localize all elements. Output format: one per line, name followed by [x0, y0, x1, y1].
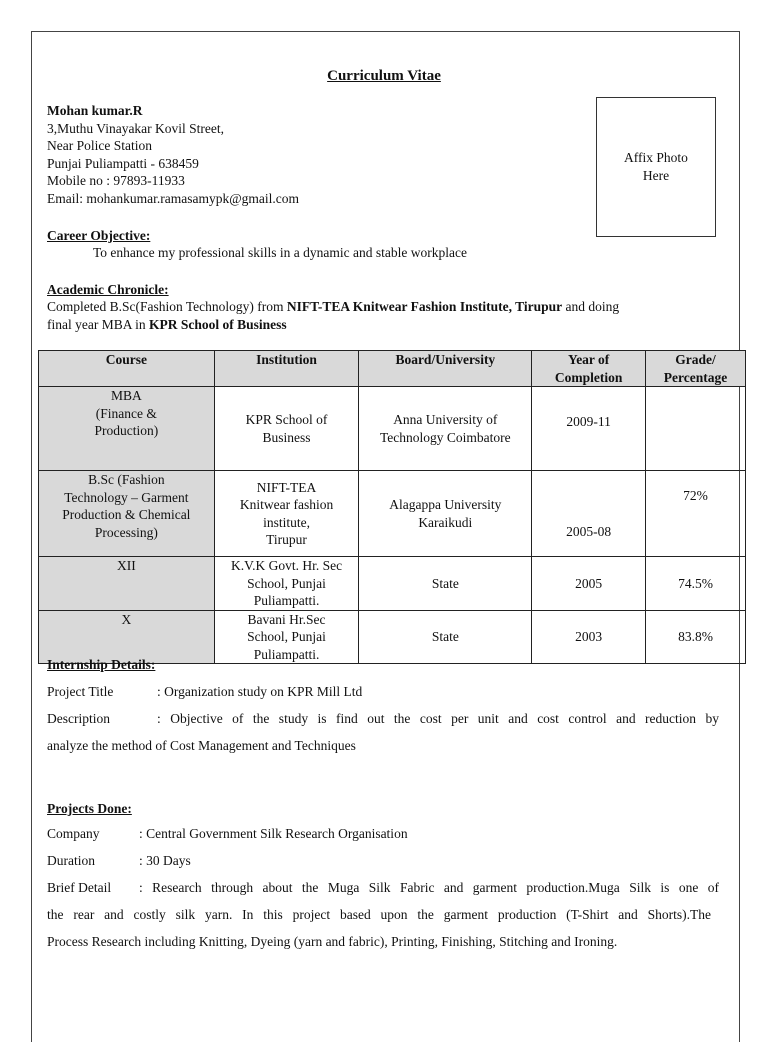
company-line	[47, 820, 719, 847]
career-objective-heading: Career Objective:	[47, 228, 151, 243]
cell-line: Business	[262, 429, 311, 445]
table-row	[39, 471, 746, 557]
academic-text: final year MBA in	[47, 317, 149, 332]
cell-line: Karaikudi	[418, 514, 473, 530]
contact-block	[47, 102, 299, 208]
cell-course	[39, 610, 215, 664]
cell-line: Tirupur	[266, 532, 307, 547]
academic-line-2	[47, 317, 287, 333]
cell-line: institute,	[263, 514, 310, 530]
email-address: Email: mohankumar.ramasamypk@gmail.com	[47, 190, 299, 206]
header-grade-line: Grade/	[675, 352, 716, 367]
academic-text: and doing	[562, 299, 620, 314]
cell-line: X	[121, 611, 132, 627]
description-value: : Objective of the study is find out the cost per unit and cost control and reduction by	[157, 711, 719, 726]
photo-label-2: Here	[642, 168, 670, 183]
brief-value: : Research through about the Muga Silk Fabric and garment production.Muga Silk is one of	[139, 880, 719, 895]
header-year-line: Completion	[554, 369, 623, 385]
academic-line-1	[47, 299, 619, 315]
project-title-value: : Organization study on KPR Mill Ltd	[157, 684, 363, 699]
photo-placeholder	[596, 97, 716, 237]
brief-continued-1: the rear and costly silk yarn. In this project based upon the garment production (T-Shirt and Shorts).The	[47, 907, 711, 922]
cell-line: Anna University of	[393, 412, 498, 427]
page-title: Curriculum Vitae	[327, 68, 441, 84]
cell-line: Technology – Garment	[64, 489, 189, 505]
academic-text: Completed B.Sc(Fashion Technology) from	[47, 299, 287, 314]
cell-line: B.Sc (Fashion	[88, 472, 165, 487]
duration-value: : 30 Days	[139, 853, 191, 868]
cell-course	[39, 557, 215, 611]
internship-desc-line	[47, 705, 719, 732]
cell-line: Bavani Hr.Sec	[247, 611, 326, 627]
duration-line	[47, 847, 719, 874]
internship-title-line	[47, 678, 719, 705]
cell-line: MBA	[110, 388, 142, 403]
company-value: : Central Government Silk Research Organisation	[139, 826, 408, 841]
cell-line: Puliampatti.	[253, 646, 320, 662]
cell-grade: 72%	[646, 471, 746, 557]
cell-line: Technology Coimbatore	[379, 429, 511, 445]
header-grade	[646, 351, 746, 387]
contact-name: Mohan kumar.R	[47, 103, 143, 118]
header-year-line: Year of	[567, 352, 610, 367]
mobile-number: Mobile no : 97893-11933	[47, 173, 185, 189]
cell-line: XII	[116, 558, 136, 573]
description-label: Description	[47, 711, 110, 726]
cell-institution	[214, 387, 359, 471]
projects-heading: Projects Done:	[47, 801, 132, 816]
cell-board	[359, 610, 532, 664]
cell-year: 2005	[532, 557, 646, 611]
brief-label: Brief Detail	[47, 880, 112, 895]
cell-grade: 74.5%	[646, 557, 746, 611]
photo-label-1: Affix Photo	[624, 150, 688, 165]
brief-continued-2: Process Research including Knitting, Dyeing (yarn and fabric), Printing, Finishing, Stitching and Ironing.	[47, 934, 618, 949]
project-title-label: Project Title	[47, 684, 114, 699]
cell-course	[39, 471, 215, 557]
cell-year: 2005-08	[532, 471, 646, 557]
cell-institution	[214, 471, 359, 557]
cell-line: School, Punjai	[247, 575, 326, 591]
internship-block	[47, 678, 719, 759]
duration-label: Duration	[47, 853, 95, 868]
cell-institution	[214, 610, 359, 664]
academic-heading: Academic Chronicle:	[47, 282, 169, 297]
cell-line: KPR School of	[245, 412, 328, 427]
cell-line: Production)	[94, 423, 159, 438]
cell-line: State	[431, 629, 459, 644]
header-year	[532, 351, 646, 387]
cell-line: Processing)	[94, 524, 158, 540]
cell-board	[359, 557, 532, 611]
header-grade-line: Percentage	[663, 369, 728, 385]
address-line-2: Near Police Station	[47, 138, 152, 154]
cell-line: Alagappa University	[389, 497, 502, 512]
academic-table	[38, 350, 746, 664]
cell-grade	[646, 387, 746, 471]
cell-board	[359, 471, 532, 557]
cell-grade: 83.8%	[646, 610, 746, 664]
header-institution: Institution	[214, 351, 359, 387]
table-row	[39, 610, 746, 664]
projects-block	[47, 820, 719, 955]
cell-board	[359, 387, 532, 471]
cell-line: Puliampatti.	[253, 593, 320, 608]
cell-line: (Finance &	[95, 405, 157, 421]
address-line-1: 3,Muthu Vinayakar Kovil Street,	[47, 120, 225, 136]
academic-school: KPR School of Business	[148, 317, 287, 332]
cell-course	[39, 387, 215, 471]
internship-heading: Internship Details:	[47, 657, 156, 672]
cell-line: Production & Chemical	[62, 507, 191, 522]
header-board: Board/University	[359, 351, 532, 387]
cell-year: 2009-11	[532, 387, 646, 471]
cell-line: State	[431, 575, 459, 591]
table-row	[39, 557, 746, 611]
company-label: Company	[47, 826, 100, 841]
brief-line	[47, 874, 719, 901]
address-line-3: Punjai Puliampatti - 638459	[47, 155, 199, 171]
table-row	[39, 387, 746, 471]
academic-institute: NIFT-TEA Knitwear Fashion Institute, Tirupur	[286, 299, 563, 314]
career-objective-text: To enhance my professional skills in a dynamic and stable workplace	[93, 245, 467, 260]
cell-line: K.V.K Govt. Hr. Sec	[230, 558, 343, 573]
cell-institution	[214, 557, 359, 611]
cell-line: Knitwear fashion	[239, 497, 334, 512]
table-header-row	[39, 351, 746, 387]
cell-year: 2003	[532, 610, 646, 664]
cell-line: School, Punjai	[247, 629, 326, 644]
header-course: Course	[39, 351, 215, 387]
cell-line: NIFT-TEA	[256, 479, 317, 495]
description-continued: analyze the method of Cost Management and Techniques	[47, 738, 356, 753]
